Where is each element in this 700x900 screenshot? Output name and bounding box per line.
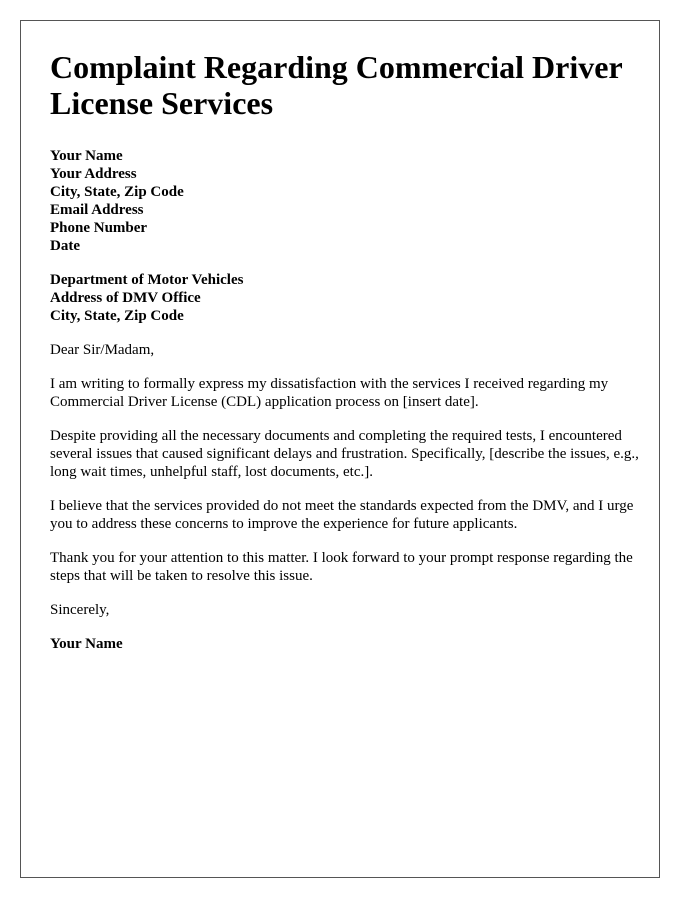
body-paragraph-1: I am writing to formally express my dissatisfaction with the services I received regarding my Commercial Driver License (CDL) application process on [insert date]. xyxy=(50,376,609,410)
recipient-name: Department of Motor Vehicles xyxy=(50,272,244,288)
signature-name: Your Name xyxy=(50,636,123,652)
body-paragraph-3: I believe that the services provided do not meet the standards expected from the DMV, and I urge you to address these concerns to improve the experience for future applicants. xyxy=(50,498,634,532)
sender-city-state-zip: City, State, Zip Code xyxy=(50,184,184,200)
salutation: Dear Sir/Madam, xyxy=(50,342,155,358)
letter-title: Complaint Regarding Commercial Driver License Services xyxy=(50,49,623,121)
body-paragraph-2: Despite providing all the necessary documents and completing the required tests, I encountered several issues that caused significant delays and frustration. Specifically, [describe the issues, e.g., long wait times, unhelpful staff, lost documents, etc.]. xyxy=(50,428,639,480)
sender-date: Date xyxy=(50,238,80,254)
recipient-address: Address of DMV Office xyxy=(50,290,201,306)
letter-content xyxy=(50,49,640,653)
letter-page xyxy=(20,20,660,878)
body-paragraph-4: Thank you for your attention to this matter. I look forward to your prompt response regarding the steps that will be taken to resolve this issue. xyxy=(50,550,633,584)
recipient-city-state-zip: City, State, Zip Code xyxy=(50,308,184,324)
sender-name: Your Name xyxy=(50,148,123,164)
sender-phone: Phone Number xyxy=(50,220,148,236)
sender-address: Your Address xyxy=(50,166,137,182)
recipient-block xyxy=(50,271,640,325)
sender-email: Email Address xyxy=(50,202,144,218)
sender-block xyxy=(50,147,640,255)
closing: Sincerely, xyxy=(50,602,110,618)
